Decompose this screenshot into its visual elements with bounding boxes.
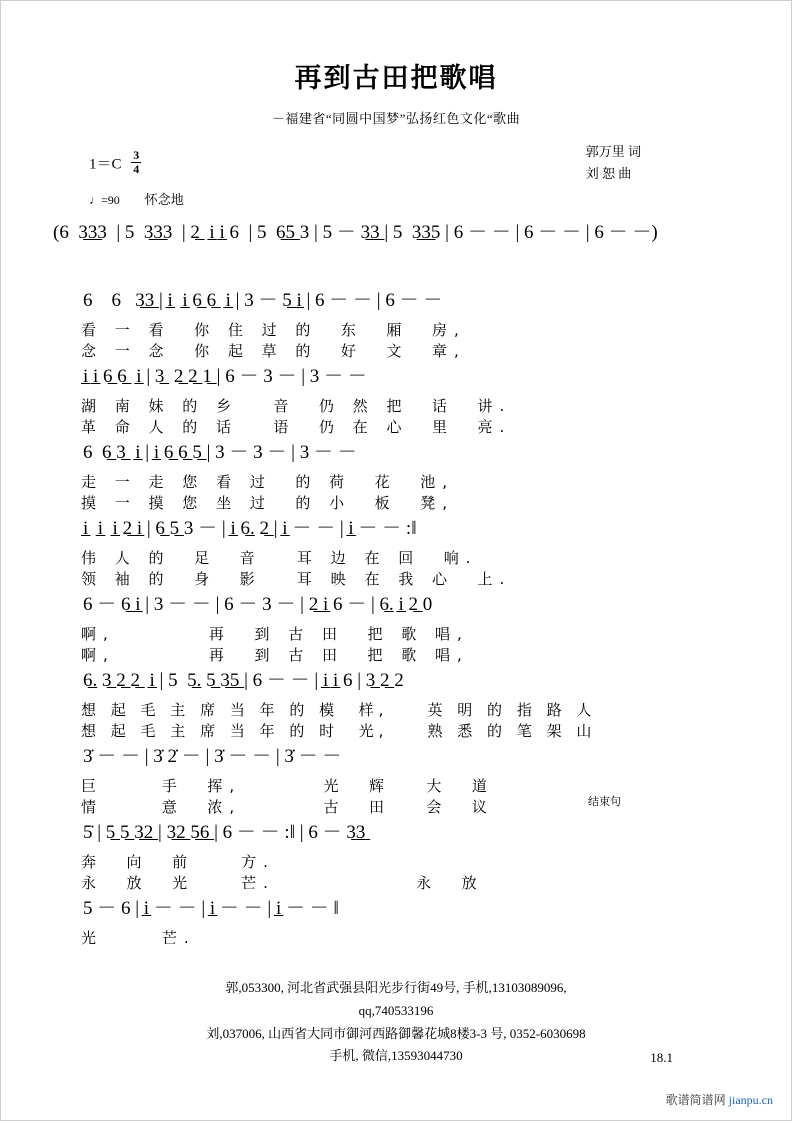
notes-line <box>53 665 739 699</box>
system-2 <box>53 361 739 437</box>
lyrics-verse-1 <box>53 471 739 492</box>
lyrics-text: 湖 南 妹 的 乡 音 仍 然 把 话 讲. <box>81 397 512 415</box>
notes-line <box>53 217 739 251</box>
watermark <box>666 1091 773 1108</box>
lyrics-text: 光 芒. <box>81 929 196 947</box>
notes-line <box>53 437 739 471</box>
lyrics-text: 情 意 浓, 古 田 会 议 <box>81 798 494 816</box>
score-meta <box>1 135 791 187</box>
system-4 <box>53 513 739 589</box>
system-3 <box>53 437 739 513</box>
lyrics-verse-1 <box>53 699 739 720</box>
lyrics-verse-1 <box>53 319 739 340</box>
system-5 <box>53 589 739 665</box>
watermark-site: jianpu.cn <box>728 1093 773 1107</box>
lyrics-text: 看 一 看 你 住 过 的 东 厢 房, <box>81 321 466 339</box>
note-group: 6 6̲ 3̲ i̲ | i̲ 6̲ 6̲ 5̲ | 3 － 3 － | 3 － － <box>83 442 357 463</box>
composer: 刘 恕 曲 <box>585 166 632 182</box>
footer-line-1: 郭,053300, 河北省武强县阳光步行街49号, 手机,13103089096, <box>225 980 567 995</box>
lyrics-text: 革 命 人 的 话 语 仍 在 心 里 亮. <box>81 418 512 436</box>
time-signature: $\frac{3}{4}$ <box>133 148 140 176</box>
system-1 <box>53 285 739 361</box>
lyrics-text: 领 袖 的 身 影 耳 映 在 我 心 上. <box>81 570 512 588</box>
notes-line <box>53 741 739 775</box>
note-group: i̲ i̲ i̲ 2̲ i̲ | 6̲ 5̲ 3 － | i̲ 6̲. 2̲ | i̲ － － | i̲ － － :‖ <box>83 518 417 539</box>
footer-line-2: qq,740533196 <box>358 1002 434 1018</box>
mood-mark: 怀念地 <box>144 192 184 207</box>
lyrics-text: 啊, 再 到 古 田 把 歌 唱, <box>81 625 469 643</box>
lyrics-text: 奔 向 前 方. <box>81 853 275 871</box>
lyrics-verse-2 <box>53 872 739 893</box>
notes-line <box>53 817 739 851</box>
tempo-value: ♩=90 <box>89 193 120 207</box>
key-signature: 1＝C $\frac{3}{4}$ <box>89 148 140 176</box>
lyrics-verse-1 <box>53 851 739 872</box>
page-subtitle: －福建省“同圆中国梦”弘扬红色文化“歌曲 <box>271 111 521 126</box>
note-group: (6 3̲3̲3 | 5 3̲3̲3 | 2̲ i̲ i̲ 6 | 5 6̲5̲ 3 | 5 － 3̲3̲ | 5 3̲3̲5 | 6 － － | 6 － － | 6 － －) <box>53 222 658 243</box>
footer-line-3: 刘,037006, 山西省大同市御河西路御馨花城8楼3-3 号, 0352-6030698 <box>206 1025 586 1041</box>
note-group: 6̲. 3̲ 2̲ 2̲ i̲ | 5 5̲. 5̲ 3̲5̲ | 6 － － | i̲ i̲ 6 | 3̲ 2̲ 2 <box>83 670 404 691</box>
tempo-row <box>1 189 791 211</box>
note-group: 3̇ － － | 3̇ 2̇ － | 3̇ － － | 3̇ － － <box>83 746 342 767</box>
notes-line <box>53 513 739 547</box>
lyrics-text: 念 一 念 你 起 草 的 好 文 章, <box>81 342 466 360</box>
lyrics-text: 想 起 毛 主 席 当 年 的 模 样, 英 明 的 指 路 人 <box>81 701 597 719</box>
system-6 <box>53 665 739 741</box>
lyrics-verse-1 <box>53 547 739 568</box>
lyrics-text: 走 一 走 您 看 过 的 荷 花 池, <box>81 473 454 491</box>
credits <box>586 141 641 185</box>
lyricist: 郭万里 词 <box>585 144 641 159</box>
lyrics-text: 想 起 毛 主 席 当 年 的 时 光, 熟 悉 的 笔 架 山 <box>81 722 597 740</box>
watermark-text: 歌谱简谱网 <box>665 1093 726 1107</box>
note-group: 6 － 6̲ i̲ | 3 － － | 6 － 3 － | 2̲ i̲ 6 － | 6̲. i̲ 2̲ 0 <box>83 594 433 615</box>
system-9 <box>53 893 739 969</box>
lyrics-verse-1 <box>53 395 739 416</box>
lyrics-text: 伟 人 的 足 音 耳 边 在 回 响. <box>81 549 478 567</box>
note-group: 5̇ | 5̲ 5̲ 3̲2̲ | 3̲2̲ 5̲6̲ | 6 － － :‖ | 6 － 3̲3̲ <box>83 822 366 843</box>
lyrics-verse-2 <box>53 568 739 589</box>
ending-mark: 结束句 <box>588 796 621 808</box>
lyrics-verse-2 <box>53 796 739 817</box>
system-7 <box>53 741 739 817</box>
note-group: 5 － 6 | i̲ － － | i̲ － － | i̲ － － ‖ <box>83 898 339 919</box>
notes-line <box>53 285 739 319</box>
lyrics-verse-1 <box>53 927 739 948</box>
lyrics-verse-1 <box>53 775 739 796</box>
lyrics-text: 摸 一 摸 您 坐 过 的 小 板 凳, <box>81 494 454 512</box>
lyrics-text: 永 放 光 芒. 永 放 <box>81 874 484 892</box>
lyrics-verse-2 <box>53 644 739 665</box>
lyrics-verse-2 <box>53 492 739 513</box>
system-intro <box>53 217 739 271</box>
lyrics-verse-2 <box>53 720 739 741</box>
notes-line <box>53 589 739 623</box>
tempo-mark <box>89 189 184 208</box>
page-title: 再到古田把歌唱 <box>294 63 498 94</box>
lyrics-verse-1 <box>53 623 739 644</box>
lyrics-verse-2 <box>53 416 739 437</box>
notes-line <box>53 361 739 395</box>
lyrics-text: 啊, 再 到 古 田 把 歌 唱, <box>81 646 469 664</box>
notes-line <box>53 893 739 927</box>
system-8 <box>53 817 739 893</box>
lyrics-verse-2 <box>53 340 739 361</box>
footer-line-4: 手机, 微信,13593044730 <box>329 1048 463 1064</box>
page-number: 18.1 <box>650 1050 673 1065</box>
note-group: i̲ i̲ 6̲ 6̲ i̲ | 3̲ 2̲ 2̲ 1̲ | 6 － 3 － | 3 － － <box>83 366 367 387</box>
note-group: 6 6 3̲3̲ | i̲ i̲ 6̲ 6̲ i̲ | 3 － 5̲ i̲ | 6 － － | 6 － － <box>83 290 443 311</box>
lyrics-text: 巨 手 挥, 光 辉 大 道 <box>81 777 494 795</box>
